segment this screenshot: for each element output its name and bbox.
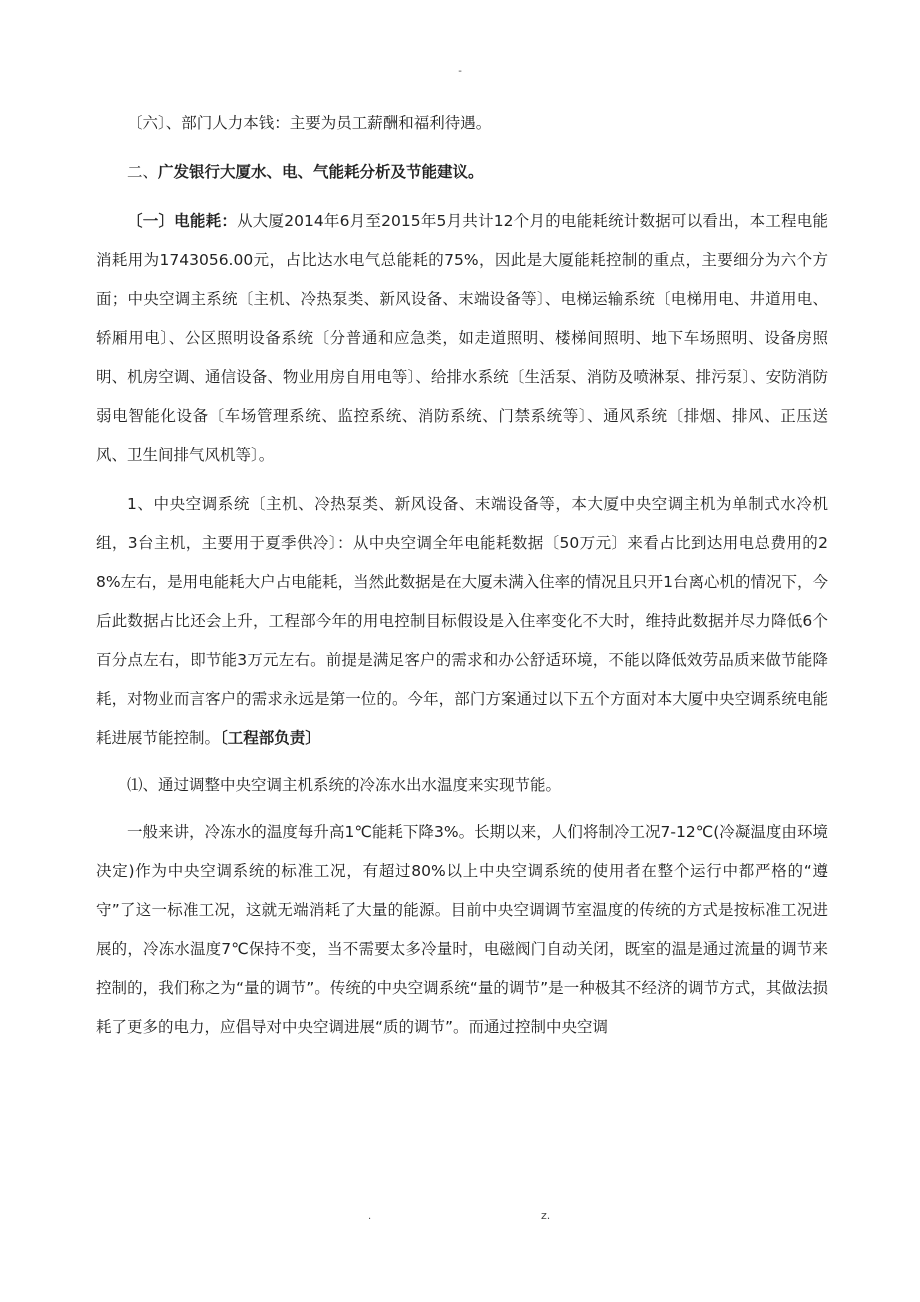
- header-mark: -: [458, 66, 462, 77]
- paragraph-electricity: [96, 202, 828, 475]
- document-body: [96, 104, 828, 1047]
- hr-cost-text: 〔六〕、部门人力本钱：主要为员工薪酬和福利待遇。: [127, 114, 492, 132]
- paragraph-chilled-water: [96, 766, 828, 805]
- footer-mark-right: z.: [541, 1209, 551, 1222]
- electricity-heading: 〔一〕电能耗：: [127, 212, 238, 230]
- footer-mark-left: .: [368, 1211, 372, 1222]
- paragraph-hr-cost: [96, 104, 828, 143]
- section-heading-title: 广发银行大厦水、电、气能耗分析及节能建议。: [158, 163, 484, 181]
- electricity-text: 从大厦2014年6月至2015年5月共计12个月的电能耗统计数据可以看出，本工程电能消耗用为1743056.00元，占比达水电气总能耗的75%，因此是大厦能耗控制的重点，主要细分为六个方面；中央空调主系统〔主机、冷热泵类、新风设备、末端设备等〕、电梯运输系统〔电梯用电、井道用电、轿厢用电〕、公区照明设备系统〔分普通和应急类，如走道照明、楼梯间照明、地下车场照明、设备房照明、机房空调、通信设备、物业用房自用电等〕、给排水系统〔生活泵、消防及喷淋泵、排污泵〕、安防消防弱电智能化设备〔车场管理系统、监控系统、消防系统、门禁系统等〕、通风系统〔排烟、排风、正压送风、卫生间排气风机等〕。: [96, 212, 828, 464]
- hvac-responsible: 〔工程部负责〕: [220, 729, 321, 747]
- chilled-water-text: ⑴、通过调整中央空调主机系统的冷冻水出水温度来实现节能。: [127, 776, 562, 794]
- paragraph-temperature: [96, 813, 828, 1047]
- paragraph-hvac: [96, 485, 828, 758]
- hvac-text: 1、中央空调系统〔主机、冷热泵类、新风设备、末端设备等，本大厦中央空调主机为单制式水冷机组，3台主机，主要用于夏季供冷〕：从中央空调全年电能耗数据〔50万元〕来看占比到达用电总费用的28%左右，是用电能耗大户占电能耗，当然此数据是在大厦未满入住率的情况且只开1台离心机的情况下，今后此数据占比还会上升，工程部今年的用电控制目标假设是入住率变化不大时，维持此数据并尽力降低6个百分点左右，即节能3万元左右。前提是满足客户的需求和办公舒适环境，不能以降低效劳品质来做节能降耗，对物业而言客户的需求永远是第一位的。今年，部门方案通过以下五个方面对本大厦中央空调系统电能耗进展节能控制。: [96, 495, 828, 747]
- section-heading-prefix: 二、: [127, 163, 159, 181]
- temperature-text: 一般来讲，冷冻水的温度每升高1℃能耗下降3%。长期以来，人们将制冷工况7-12℃(冷凝温度由环境决定)作为中央空调系统的标准工况，有超过80%以上中央空调系统的使用者在整个运行中都严格的“遵守”了这一标准工况，这就无端消耗了大量的能源。目前中央空调调节室温度的传统的方式是按标准工况进展的，冷冻水温度7℃保持不变，当不需要太多冷量时，电磁阀门自动关闭，既室的温是通过流量的调节来控制的，我们称之为“量的调节”。传统的中央空调系统“量的调节”是一种极其不经济的调节方式，其做法损耗了更多的电力，应倡导对中央空调进展“质的调节”。而通过控制中央空调: [96, 823, 828, 1036]
- section-heading-energy: [96, 153, 828, 192]
